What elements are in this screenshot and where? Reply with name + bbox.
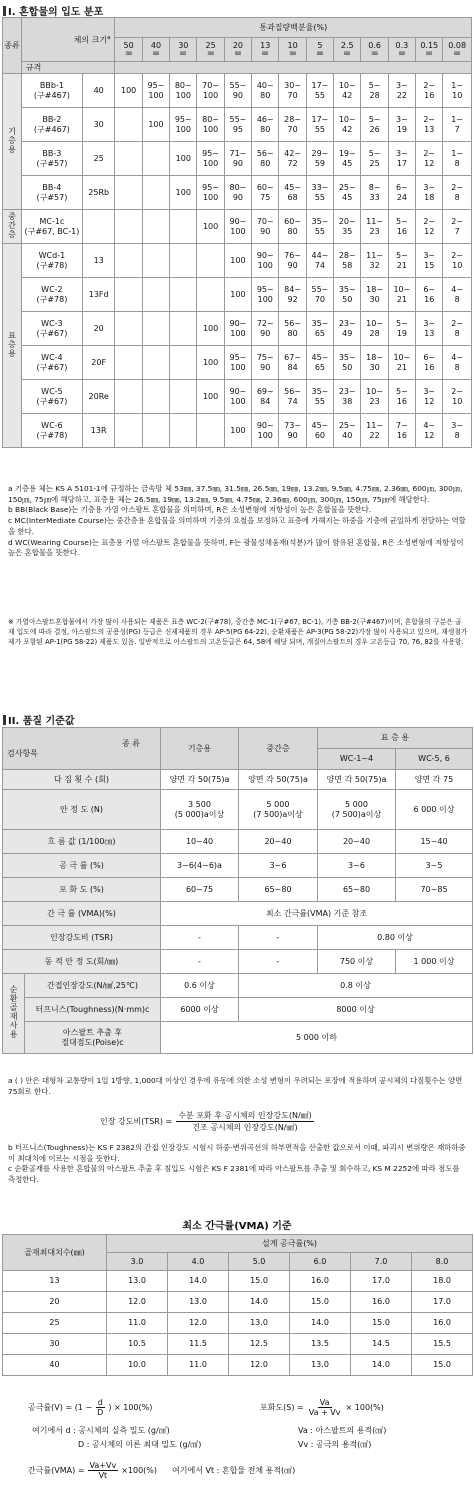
pass-value: 95~ 100 [197, 176, 224, 210]
vma-value: 14.0 [229, 1292, 290, 1313]
pass-value: 80~ 100 [170, 74, 197, 108]
pass-value: 5~ 19 [388, 312, 415, 346]
pass-value [170, 414, 197, 448]
design-void-4.0: 4.0 [168, 1253, 229, 1271]
pass-value: 25~ 40 [334, 414, 361, 448]
vma-value: 12.0 [107, 1292, 168, 1313]
gradation-row [3, 244, 472, 278]
vma-value: 15.0 [229, 1271, 290, 1292]
pass-value: 35~ 55 [306, 380, 333, 414]
vma-value: 16.0 [412, 1313, 473, 1334]
vma-value: 10.0 [107, 1355, 168, 1376]
row-vma: 간 극 률 (VMA)(%) 최소 간극률(VMA) 기준 참조 [3, 902, 473, 926]
pass-value [170, 346, 197, 380]
pass-value: 5~ 25 [361, 142, 388, 176]
col-wc14: WC-1~4 [318, 749, 396, 770]
sieve-2.5: 2.5 ㎜ [334, 38, 361, 62]
vma-row [3, 1271, 473, 1292]
group-label: 중간층 [3, 210, 22, 244]
max-size: 20 [82, 312, 115, 346]
where-Va: Va : 아스팔트의 용적(㎤) [298, 1426, 387, 1435]
pass-value: 3~ 8 [443, 414, 472, 448]
pass-value: 11~ 32 [361, 244, 388, 278]
pass-value [142, 142, 169, 176]
max-size: 13 [82, 244, 115, 278]
pass-value: 4~ 12 [416, 414, 443, 448]
vma-value: 16.0 [290, 1271, 351, 1292]
row-stability: 안 정 도 (N) 3 500 (5 000)a이상 5 000 (7 500)a이상 5 000 (7 500)a이상 6 000 이상 [3, 790, 473, 830]
pass-value: 69~ 84 [252, 380, 279, 414]
pass-value: 3~ 15 [416, 244, 443, 278]
pass-value: 95~ 100 [224, 346, 251, 380]
row-flow: 흐 름 값 (1/100㎝) 10~40 20~40 20~40 15~40 [3, 830, 473, 854]
vma-value: 13.0 [168, 1292, 229, 1313]
sieve-0.3: 0.3 ㎜ [388, 38, 415, 62]
pass-value: 10~ 28 [361, 312, 388, 346]
pass-value: 100 [224, 244, 251, 278]
max-size: 25 [82, 142, 115, 176]
pass-value: 10~ 21 [388, 278, 415, 312]
pass-value: 100 [224, 278, 251, 312]
pass-value: 56~ 80 [252, 142, 279, 176]
section1-remark: ※ 가열아스팔트혼합물에서 가장 많이 사용되는 제품은 표층 WC-2(구#78), 중간층 MC-1(구#67, BC-1), 기층 BB-2(구#467)이며, 혼합물의 구분은 골재 입도에 따라 결정, 아스팔트의 공용성(PG) 등급은 신제제품의 경우 AP-5(PG 64-22), 순환재품은 AP-3(PG 58-22)가장 많이 사용되고 있으며, 재생첨가제가 포함된 AP-1(PG 58-22) 제품도 있음. 일반적으로 아스팔트의 고온등급은 64, 58에 해당 되며, 개질아스팔트의 경우 고온등급 70, 76, 82를 사용함. [8, 618, 468, 646]
gradation-row [3, 176, 472, 210]
vma-value: 13.0 [290, 1355, 351, 1376]
pass-value: 67~ 84 [279, 346, 306, 380]
aggregate-size: 30 [3, 1334, 107, 1355]
corner-sieve: 체의 크기$^a$ [21, 18, 115, 62]
pass-value: 1~ 10 [443, 74, 472, 108]
group-label: 표층용 [3, 244, 22, 448]
vma-value: 15.0 [351, 1313, 412, 1334]
pass-value: 2~ 13 [416, 108, 443, 142]
gradation-row [3, 142, 472, 176]
col-surface: 표 층 용 [318, 728, 473, 749]
pass-value: 80~ 100 [197, 108, 224, 142]
section2-note-a: a ( ) 안은 대형차 교통량이 1일 1방향, 1,000대 이상인 경우에 유동에 의한 소성 변형이 우려되는 포장에 적용하며 공시체의 다짐횟수는 양면 75회로 한다. [8, 1076, 463, 1096]
vma-value: 17.0 [412, 1292, 473, 1313]
pass-value [142, 414, 169, 448]
pass-value: 3~ 12 [416, 380, 443, 414]
tsr-formula: 인장 강도비(TSR) = $\frac{\text{수분 포화 후 공시체의 인장강도(N/㎟)}}{\text{건조 공시체의 인장강도(N/㎟)}}$ [100, 1111, 312, 1132]
pass-value: 45~ 68 [279, 176, 306, 210]
pass-value: 55~ 90 [224, 74, 251, 108]
pass-value: 6~ 16 [416, 346, 443, 380]
vma-value: 13.0 [107, 1271, 168, 1292]
vma-value: 13.0 [229, 1313, 290, 1334]
spec-label: WC-5 (구#67) [21, 380, 82, 414]
sieve-10: 10 ㎜ [279, 38, 306, 62]
pass-value [170, 210, 197, 244]
pass-value: 1~ 7 [443, 108, 472, 142]
max-size: 13R [82, 414, 115, 448]
pass-value: 5~ 21 [388, 244, 415, 278]
group-label: 기층용 [3, 74, 22, 210]
pass-value: 80~ 90 [224, 176, 251, 210]
pass-value: 5~ 28 [361, 74, 388, 108]
vma-value: 14.0 [290, 1313, 351, 1334]
pass-value: 4~ 8 [443, 278, 472, 312]
pass-value: 4~ 8 [443, 346, 472, 380]
pass-value: 35~ 50 [334, 278, 361, 312]
pass-value: 42~ 72 [279, 142, 306, 176]
pass-value: 11~ 22 [361, 414, 388, 448]
pass-value: 2~ 12 [416, 142, 443, 176]
pass-value: 5~ 16 [388, 380, 415, 414]
sieve-13: 13 ㎜ [252, 38, 279, 62]
pass-value: 29~ 59 [306, 142, 333, 176]
col-wc56: WC-5, 6 [396, 749, 473, 770]
vma-formula: 간극률(VMA) = $\frac{Va+Vv}{Vt}$ ×100(%) 여기에서 Vt : 혼합물 전체 용적(㎤) [28, 1461, 296, 1480]
sieve-50: 50 ㎜ [115, 38, 142, 62]
section1-title: I. 혼합물의 입도 분포 [0, 3, 103, 18]
max-size: 30 [82, 108, 115, 142]
max-size: 40 [82, 74, 115, 108]
pass-value: 3~ 17 [388, 142, 415, 176]
row-indirect: 순환골재사용 간접인장강도(N/㎟,25℃) 0.6 이상 0.8 이상 [3, 974, 473, 998]
pass-value [197, 414, 224, 448]
pass-value: 45~ 60 [306, 414, 333, 448]
pass-value: 100 [142, 108, 169, 142]
aggregate-size: 13 [3, 1271, 107, 1292]
vma-value: 15.0 [290, 1292, 351, 1313]
vma-value: 18.0 [412, 1271, 473, 1292]
sieve-40: 40 ㎜ [142, 38, 169, 62]
design-header: 설계 공극률(%) [107, 1235, 473, 1253]
pass-value: 23~ 38 [334, 380, 361, 414]
note-c: c MC(InterMediate Course)는 중간층용 혼합물을 의미하며 기층의 요철을 보정하고 표층에 가해지는 하중을 기층에 균일하게 전달하는 역할을 한다. [8, 516, 466, 536]
vma-row [3, 1292, 473, 1313]
pass-value: 35~ 65 [306, 312, 333, 346]
design-void-6.0: 6.0 [290, 1253, 351, 1271]
gradation-row [3, 278, 472, 312]
section3-title: 최소 간극률(VMA) 기준 [182, 1221, 292, 1232]
pass-value: 30~ 70 [279, 74, 306, 108]
pass-value: 18~ 30 [361, 278, 388, 312]
pass-value: 100 [170, 142, 197, 176]
corner-spec: 규격 [21, 62, 115, 74]
gradation-row [3, 210, 472, 244]
max-size: 25Rb [82, 176, 115, 210]
pass-value [115, 142, 142, 176]
void-formula: 공극률(V) = (1 − $\frac{d}{D}$ ) × 100(%) [28, 1398, 153, 1417]
vma-row [3, 1313, 473, 1334]
pass-value: 60~ 75 [252, 176, 279, 210]
pass-value: 56~ 80 [279, 312, 306, 346]
vma-row [3, 1355, 473, 1376]
pass-value: 10~ 42 [334, 108, 361, 142]
where-Vv: Vv : 공극의 용적(㎤) [298, 1440, 372, 1449]
spec-label: WCd-1 (구#78) [21, 244, 82, 278]
pass-value: 72~ 90 [252, 312, 279, 346]
row-toughness: 터프니스(Toughness)(N·mm)c 6000 이상 8000 이상 [3, 998, 473, 1022]
pass-value: 76~ 90 [279, 244, 306, 278]
pass-value: 95~ 100 [252, 278, 279, 312]
pass-value: 2~ 7 [443, 210, 472, 244]
pass-value: 35~ 50 [334, 346, 361, 380]
pass-value [115, 244, 142, 278]
design-void-8.0: 8.0 [412, 1253, 473, 1271]
pass-value [197, 244, 224, 278]
section2-title: II. 품질 기준값 [0, 712, 75, 727]
pass-value: 45~ 65 [306, 346, 333, 380]
pass-value: 3~ 19 [388, 108, 415, 142]
pass-value [115, 108, 142, 142]
vma-body [3, 1271, 473, 1376]
pass-value: 6~ 24 [388, 176, 415, 210]
vma-value: 11.0 [107, 1313, 168, 1334]
pass-value: 73~ 90 [279, 414, 306, 448]
pass-value: 3~ 22 [388, 74, 415, 108]
spec-label: WC-3 (구#67) [21, 312, 82, 346]
note-c: c 순환골재를 사용한 혼합물의 아스팔트 추출 후 침입도 시험은 KS F 2381에 따라 아스팔트를 추출 및 회수하고, KS M 2252에 따라 점도를 측정한다. [8, 1164, 460, 1185]
pass-value: 5~ 26 [361, 108, 388, 142]
sieve-5: 5 ㎜ [306, 38, 333, 62]
quality-corner: 종 류 검사항목 [3, 728, 161, 770]
row-compaction: 다 짐 횟 수 (회) 양면 각 50(75)a 양면 각 50(75)a 양면 각 50(75)a 양면 각 75 [3, 770, 473, 790]
vma-value: 14.5 [351, 1334, 412, 1355]
gradation-body [3, 74, 472, 448]
pass-value: 70~ 100 [197, 74, 224, 108]
max-size [82, 210, 115, 244]
pass-value: 95~ 100 [170, 108, 197, 142]
quality-table [2, 727, 473, 1054]
pass-value: 17~ 55 [306, 108, 333, 142]
aggregate-size: 25 [3, 1313, 107, 1334]
vma-value: 16.0 [351, 1292, 412, 1313]
max-size: 13Fd [82, 278, 115, 312]
pass-value [142, 244, 169, 278]
pass-header: 통과질량백분율(%) [115, 18, 472, 38]
pass-value: 28~ 58 [334, 244, 361, 278]
pass-value: 56~ 74 [279, 380, 306, 414]
pass-value: 6~ 16 [416, 278, 443, 312]
spec-label: WC-4 (구#67) [21, 346, 82, 380]
sieve-0.6: 0.6 ㎜ [361, 38, 388, 62]
spec-label: WC-2 (구#78) [21, 278, 82, 312]
pass-value [115, 380, 142, 414]
pass-value: 2~ 8 [443, 312, 472, 346]
pass-value [115, 210, 142, 244]
col-mid: 중간층 [239, 728, 318, 770]
pass-value [142, 346, 169, 380]
pass-value [115, 176, 142, 210]
gradation-row [3, 74, 472, 108]
vma-value: 12.5 [229, 1334, 290, 1355]
title-bar-icon [3, 715, 6, 725]
pass-value: 2~ 16 [416, 74, 443, 108]
note-a: a 기층용 체는 KS A 5101-1에 규정하는 금속망 체 53㎜, 37.5㎜, 31.5㎜, 26.5㎜, 19㎜, 13.2㎜, 9.5㎜, 4.75㎜, 2.36㎜, 600㎛, 300㎛, 150㎛, 75㎛에 해당하고, 표층용 체는 26.5㎜, 19㎜, 13.2㎜, 9.5㎜, 4.75㎜, 2.36㎜, 600㎛, 300㎛, 150㎛, 75㎛에 해당한다. [8, 484, 463, 504]
pass-value [170, 380, 197, 414]
pass-value [170, 312, 197, 346]
sieve-30: 30 ㎜ [170, 38, 197, 62]
pass-value [142, 380, 169, 414]
pass-value [142, 210, 169, 244]
note-d: d WC(Wearing Course)는 표층용 가열 아스팔트 혼합물을 뜻하며, F는 광물성채움재(석분)가 많이 함유된 혼합물, R은 소성변형에 저항성이 높은 혼합물을 뜻한다. [8, 537, 464, 558]
max-size: 20Re [82, 380, 115, 414]
note-b: b 터프니스(Toughness)는 KS F 2382의 간접 인장강도 시험시 하중-변위곡선의 하부면적을 산출한 값으로서 이때, 파괴시 변위량은 재하하중이 최대치에 이르는 시점을 뜻한다. [8, 1143, 466, 1163]
aggregate-size: 40 [3, 1355, 107, 1376]
pass-value [142, 176, 169, 210]
pass-value [115, 278, 142, 312]
pass-value: 3~ 18 [416, 176, 443, 210]
gradation-row [3, 346, 472, 380]
vma-value: 17.0 [351, 1271, 412, 1292]
aggregate-size: 20 [3, 1292, 107, 1313]
pass-value: 19~ 45 [334, 142, 361, 176]
pass-value: 8~ 33 [361, 176, 388, 210]
pass-value: 95~ 100 [197, 142, 224, 176]
row-air-void: 공 극 률 (%) 3~6(4~6)a 3~6 3~6 3~5 [3, 854, 473, 878]
pass-value: 35~ 55 [306, 210, 333, 244]
spec-label: WC-6 (구#78) [21, 414, 82, 448]
vma-corner: 골재최대치수(㎜) [3, 1235, 107, 1271]
pass-value: 3~ 13 [416, 312, 443, 346]
pass-value: 95~ 100 [142, 74, 169, 108]
pass-value: 75~ 90 [252, 346, 279, 380]
spec-label: BB-3 (구#57) [21, 142, 82, 176]
vma-row [3, 1334, 473, 1355]
spec-label: MC-1c (구#67, BC-1) [21, 210, 82, 244]
row-viscosity: 아스팔트 추출 후 절대점도(Poise)c 5 000 이하 [3, 1022, 473, 1054]
gradation-row [3, 380, 472, 414]
pass-value: 84~ 92 [279, 278, 306, 312]
saturation-formula: 포화도(S) = $\frac{Va}{Va + Vv}$ × 100(%) [260, 1398, 384, 1417]
vma-table [2, 1234, 473, 1376]
section1-notes [8, 484, 468, 559]
row-saturation: 포 화 도 (%) 60~75 65~80 65~80 70~85 [3, 878, 473, 902]
sieve-20: 20 ㎜ [224, 38, 251, 62]
pass-value: 23~ 49 [334, 312, 361, 346]
pass-value: 10~ 42 [334, 74, 361, 108]
pass-value: 90~ 100 [224, 210, 251, 244]
design-void-7.0: 7.0 [351, 1253, 412, 1271]
recycled-group: 순환골재사용 [3, 974, 25, 1054]
sieve-0.08: 0.08 ㎜ [443, 38, 472, 62]
pass-value: 90~ 100 [252, 414, 279, 448]
max-size: 20F [82, 346, 115, 380]
pass-value [115, 346, 142, 380]
pass-value: 90~ 100 [252, 244, 279, 278]
pass-value: 90~ 100 [224, 380, 251, 414]
sieve-25: 25 ㎜ [197, 38, 224, 62]
spec-label: BB-4 (구#57) [21, 176, 82, 210]
vma-value: 10.5 [107, 1334, 168, 1355]
pass-value: 100 [197, 346, 224, 380]
pass-value: 1~ 8 [443, 142, 472, 176]
pass-value: 100 [115, 74, 142, 108]
pass-value: 33~ 55 [306, 176, 333, 210]
gradation-row [3, 312, 472, 346]
pass-value [170, 278, 197, 312]
vma-value: 14.0 [168, 1271, 229, 1292]
pass-value [197, 278, 224, 312]
where-d: 여기에서 d : 공시체의 실측 밀도 (g/㎤) [32, 1426, 170, 1435]
vma-value: 11.5 [168, 1334, 229, 1355]
pass-value: 70~ 90 [252, 210, 279, 244]
pass-value: 100 [170, 176, 197, 210]
section2-notes-bc [8, 1143, 468, 1186]
pass-value: 10~ 23 [361, 380, 388, 414]
where-D: D : 공시체의 이론 최대 밀도 (g/㎤) [78, 1440, 202, 1449]
pass-value: 100 [197, 380, 224, 414]
row-tsr: 인장강도비 (TSR) - - 0.80 이상 [3, 926, 473, 950]
corner-kind: 종류 [3, 18, 22, 74]
pass-value: 11~ 23 [361, 210, 388, 244]
vma-value: 14.0 [351, 1355, 412, 1376]
pass-value: 28~ 70 [279, 108, 306, 142]
pass-value [170, 244, 197, 278]
gradation-row [3, 414, 472, 448]
pass-value: 55~ 95 [224, 108, 251, 142]
pass-value: 40~ 80 [252, 74, 279, 108]
title-bar-icon [3, 6, 6, 16]
vma-value: 15.0 [412, 1355, 473, 1376]
note-b: b BB(Black Base)는 기층용 가열 아스팔트 혼합물을 의미하며, R은 소성변형에 저항성이 높은 혼합물을 뜻한다. [8, 505, 372, 515]
pass-value: 46~ 80 [252, 108, 279, 142]
pass-value: 2~ 10 [443, 244, 472, 278]
pass-value: 2~ 10 [443, 380, 472, 414]
pass-value: 2~ 12 [416, 210, 443, 244]
pass-value: 60~ 80 [279, 210, 306, 244]
pass-value: 10~ 21 [388, 346, 415, 380]
pass-value: 100 [224, 414, 251, 448]
design-void-3.0: 3.0 [107, 1253, 168, 1271]
pass-value [142, 278, 169, 312]
pass-value: 100 [197, 312, 224, 346]
pass-value: 100 [197, 210, 224, 244]
pass-value: 5~ 16 [388, 210, 415, 244]
pass-value: 25~ 45 [334, 176, 361, 210]
pass-value: 2~ 8 [443, 176, 472, 210]
pass-value: 71~ 90 [224, 142, 251, 176]
pass-value: 44~ 74 [306, 244, 333, 278]
spec-label: BB-2 (구#467) [21, 108, 82, 142]
vma-value: 15.5 [412, 1334, 473, 1355]
vma-value: 12.0 [168, 1313, 229, 1334]
pass-value: 20~ 35 [334, 210, 361, 244]
pass-value: 7~ 16 [388, 414, 415, 448]
pass-value: 90~ 100 [224, 312, 251, 346]
gradation-table [2, 17, 472, 448]
pass-value [115, 312, 142, 346]
pass-value [142, 312, 169, 346]
gradation-row [3, 108, 472, 142]
sieve-0.15: 0.15 ㎜ [416, 38, 443, 62]
design-void-5.0: 5.0 [229, 1253, 290, 1271]
pass-value [115, 414, 142, 448]
pass-value: 18~ 30 [361, 346, 388, 380]
vma-value: 13.5 [290, 1334, 351, 1355]
vma-value: 11.0 [168, 1355, 229, 1376]
vma-value: 12.0 [229, 1355, 290, 1376]
pass-value: 17~ 55 [306, 74, 333, 108]
row-dynamic: 동 적 안 정 도(회/㎜) - - 750 이상 1 000 이상 [3, 950, 473, 974]
col-base: 기층용 [161, 728, 239, 770]
pass-value: 55~ 70 [306, 278, 333, 312]
spec-label: BBb-1 (구#467) [21, 74, 82, 108]
